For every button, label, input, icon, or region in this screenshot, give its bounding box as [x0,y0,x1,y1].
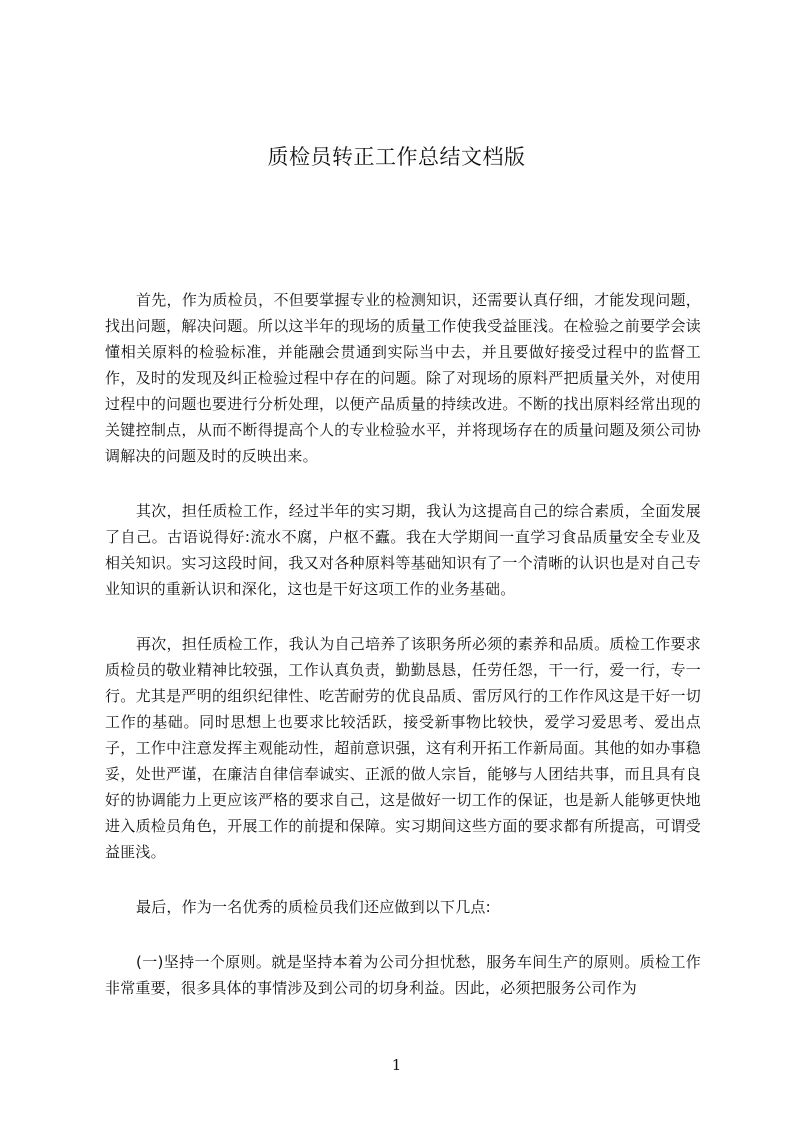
paragraph-fourth: 最后，作为一名优秀的质检员我们还应做到以下几点: [136,898,491,916]
paragraph-first: 首先，作为质检员，不但要掌握专业的检测知识，还需要认真仔细，才能发现问题，找出问题，解决问题。所以这半年的现场的质量工作使我受益匪浅。在检验之前要学会读懂相关原料的检验标准，并能融会贯通到实际当中去，并且要做好接受过程中的监督工作，及时的发现及纠正检验过程中存在的问题。除了对现场的原料严把质量关外，对使用过程中的问题也要进行分析处理，以便产品质量的持续改进。不断的找出原料经常出现的关键控制点，从而不断得提高个人的专业检验水平，并将现场存在的质量问题及须公司协调解决的问题及时的反映出来。 [105,291,701,465]
document-body [105,287,701,1030]
document-title: 质检员转正工作总结文档版 [267,145,526,169]
paragraph-fifth: (一)坚持一个原则。就是坚持本着为公司分担忧愁，服务车间生产的原则。质检工作非常重要，很多具体的事情涉及到公司的切身利益。因此，必须把服务公司作为 [105,953,701,997]
page-number: 1 [391,1056,402,1074]
paragraph-third: 再次，担任质检工作，我认为自己培养了该职务所必须的素养和品质。质检工作要求质检员的敬业精神比较强，工作认真负责，勤勤恳恳，任劳任怨，干一行，爱一行，专一行。尤其是严明的组织纪律性、吃苦耐劳的优良品质、雷厉风行的工作作风这是干好一切工作的基础。同时思想上也要求比较活跃，接受新事物比较快，爱学习爱思考、爱出点子，工作中注意发挥主观能动性，超前意识强，这有利开拓工作新局面。其他的如办事稳妥，处世严谨，在廉洁自律信奉诚实、正派的做人宗旨，能够与人团结共事，而且具有良好的协调能力上更应该严格的要求自己，这是做好一切工作的保证，也是新人能够更快地进入质检员角色，开展工作的前提和保障。实习期间这些方面的要求都有所提高，可谓受益匪浅。 [105,635,701,861]
paragraph-second: 其次，担任质检工作，经过半年的实习期，我认为这提高自己的综合素质，全面发展了自己。古语说得好:流水不腐，户枢不蠹。我在大学期间一直学习食品质量安全专业及相关知识。实习这段时间，我又对各种原料等基础知识有了一个清晰的认识也是对自己专业知识的重新认识和深化，这也是干好这项工作的业务基础。 [105,502,701,598]
